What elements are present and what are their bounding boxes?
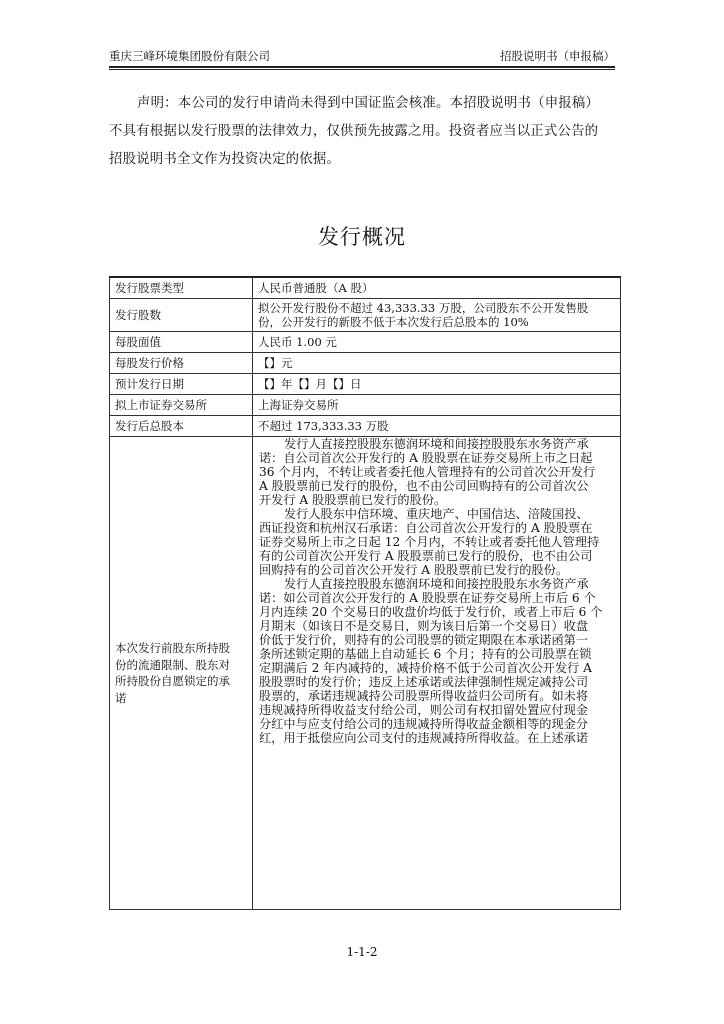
row-value: 上海证券交易所	[253, 395, 621, 416]
table-row	[110, 277, 621, 299]
commitment-line: 月期末（如该日不是交易日，则为该日后第一个交易日）收盘	[259, 619, 589, 633]
commitment-line: 股票的，承诺违规减持公司股票所得收益归公司所有。如未将	[259, 689, 589, 703]
row-label: 预计发行日期	[110, 374, 253, 395]
row-label: 发行股数	[110, 299, 253, 332]
table-row	[110, 299, 621, 332]
header-doc-type: 招股说明书（申报稿）	[500, 49, 615, 63]
page-number: 1-1-2	[346, 945, 378, 959]
header-rule-thin	[109, 69, 615, 70]
commitment-label-line: 所持股份自愿锁定的承	[115, 674, 230, 688]
commitment-line: 红，用于抵偿应向公司支付的违规减持所得收益。在上述承诺	[259, 731, 589, 745]
commitment-label-line: 份的流通限制、股东对	[115, 657, 230, 672]
table-row-commitment	[110, 437, 621, 910]
row-value: 【】元	[253, 353, 621, 374]
row-value: 人民币普通股（A 股）	[253, 277, 621, 299]
commitment-paragraph	[259, 507, 614, 577]
commitment-line: 诺：如公司首次公开发行的 A 股股票在证券交易所上市后 6 个	[259, 591, 596, 605]
notice-line: 招股说明书全文作为投资决定的依据。	[109, 152, 341, 167]
disclaimer-notice	[109, 90, 615, 174]
row-label: 每股发行价格	[110, 353, 253, 374]
notice-line: 不具有根据以发行股票的法律效力，仅供预先披露之用。投资者应当以正式公告的	[109, 124, 599, 139]
commitment-line: 分红中与应支付给公司的违规减持所得收益金额相等的现金分	[259, 717, 589, 731]
page-header	[109, 47, 615, 65]
commitment-label-line: 诺	[115, 690, 127, 705]
row-value: 人民币 1.00 元	[253, 332, 621, 353]
commitment-text	[253, 437, 621, 910]
table-row	[110, 395, 621, 416]
commitment-line: 月内连续 20 个交易日的收盘价均低于发行价，或者上市后 6 个	[259, 605, 603, 619]
issuance-overview-table	[109, 276, 621, 910]
commitment-line: 条所述锁定期的基础上自动延长 6 个月；持有的公司股票在锁	[259, 647, 592, 661]
commitment-label-line: 本次发行前股东所持股	[115, 641, 230, 655]
commitment-label	[110, 437, 253, 910]
commitment-line: A 股股票前已发行的股份，也不由公司回购持有的公司首次公	[259, 479, 589, 493]
table-row	[110, 353, 621, 374]
commitment-paragraph	[259, 577, 614, 745]
commitment-line: 价低于发行价，则持有的公司股票的锁定期限在本承诺函第一	[259, 633, 589, 647]
commitment-line: 西证投资和杭州汉石承诺：自公司首次公开发行的 A 股股票在	[259, 521, 593, 535]
commitment-line: 发行人直接控股股东德润环境和间接控股股东水务资产承	[284, 577, 589, 591]
header-rule	[109, 66, 615, 68]
commitment-paragraph	[259, 437, 614, 507]
commitment-line: 有的公司首次公开发行 A 股股票前已发行的股份，也不由公司	[259, 549, 593, 563]
commitment-line: 发行人股东中信环境、重庆地产、中国信达、涪陵国投、	[284, 507, 589, 521]
table-row	[110, 416, 621, 437]
commitment-line: 36 个月内，不转让或者委托他人管理持有的公司首次公开发行	[259, 465, 596, 479]
row-value: 不超过 173,333.33 万股	[253, 416, 621, 437]
notice-line: 声明：本公司的发行申请尚未得到中国证监会核准。本招股说明书（申报稿）	[137, 96, 600, 111]
row-label: 发行后总股本	[110, 416, 253, 437]
commitment-line: 证券交易所上市之日起 12 个月内，不转让或者委托他人管理持	[259, 535, 600, 549]
table-row	[110, 374, 621, 395]
table-row	[110, 332, 621, 353]
row-label: 发行股票类型	[110, 277, 253, 299]
commitment-line: 诺：自公司首次公开发行的 A 股股票在证券交易所上市之日起	[259, 451, 593, 465]
row-label: 每股面值	[110, 332, 253, 353]
commitment-line: 定期满后 2 年内减持的，减持价格不低于公司首次公开发行 A	[259, 661, 592, 675]
commitment-line: 开发行 A 股股票前已发行的股份。	[259, 493, 447, 507]
row-value-line: 份，公开发行的新股不低于本次发行后总股本的 10%	[258, 315, 529, 329]
commitment-line: 违规减持所得收益支付给公司，则公司有权扣留处置应付现金	[259, 703, 589, 717]
row-value	[253, 299, 621, 332]
row-label: 拟上市证券交易所	[110, 395, 253, 416]
row-value-line: 拟公开发行股份不超过 43,333.33 万股，公司股东不公开发售股	[258, 301, 589, 315]
commitment-line: 发行人直接控股股东德润环境和间接控股股东水务资产承	[284, 437, 589, 451]
commitment-line: 股股票时的发行价；违反上述承诺或法律强制性规定减持公司	[259, 675, 589, 689]
commitment-line: 回购持有的公司首次公开发行 A 股股票前已发行的股份。	[259, 563, 569, 577]
row-value: 【】年【】月【】日	[253, 374, 621, 395]
header-company: 重庆三峰环境集团股份有限公司	[109, 49, 270, 63]
section-title: 发行概况	[318, 225, 406, 249]
